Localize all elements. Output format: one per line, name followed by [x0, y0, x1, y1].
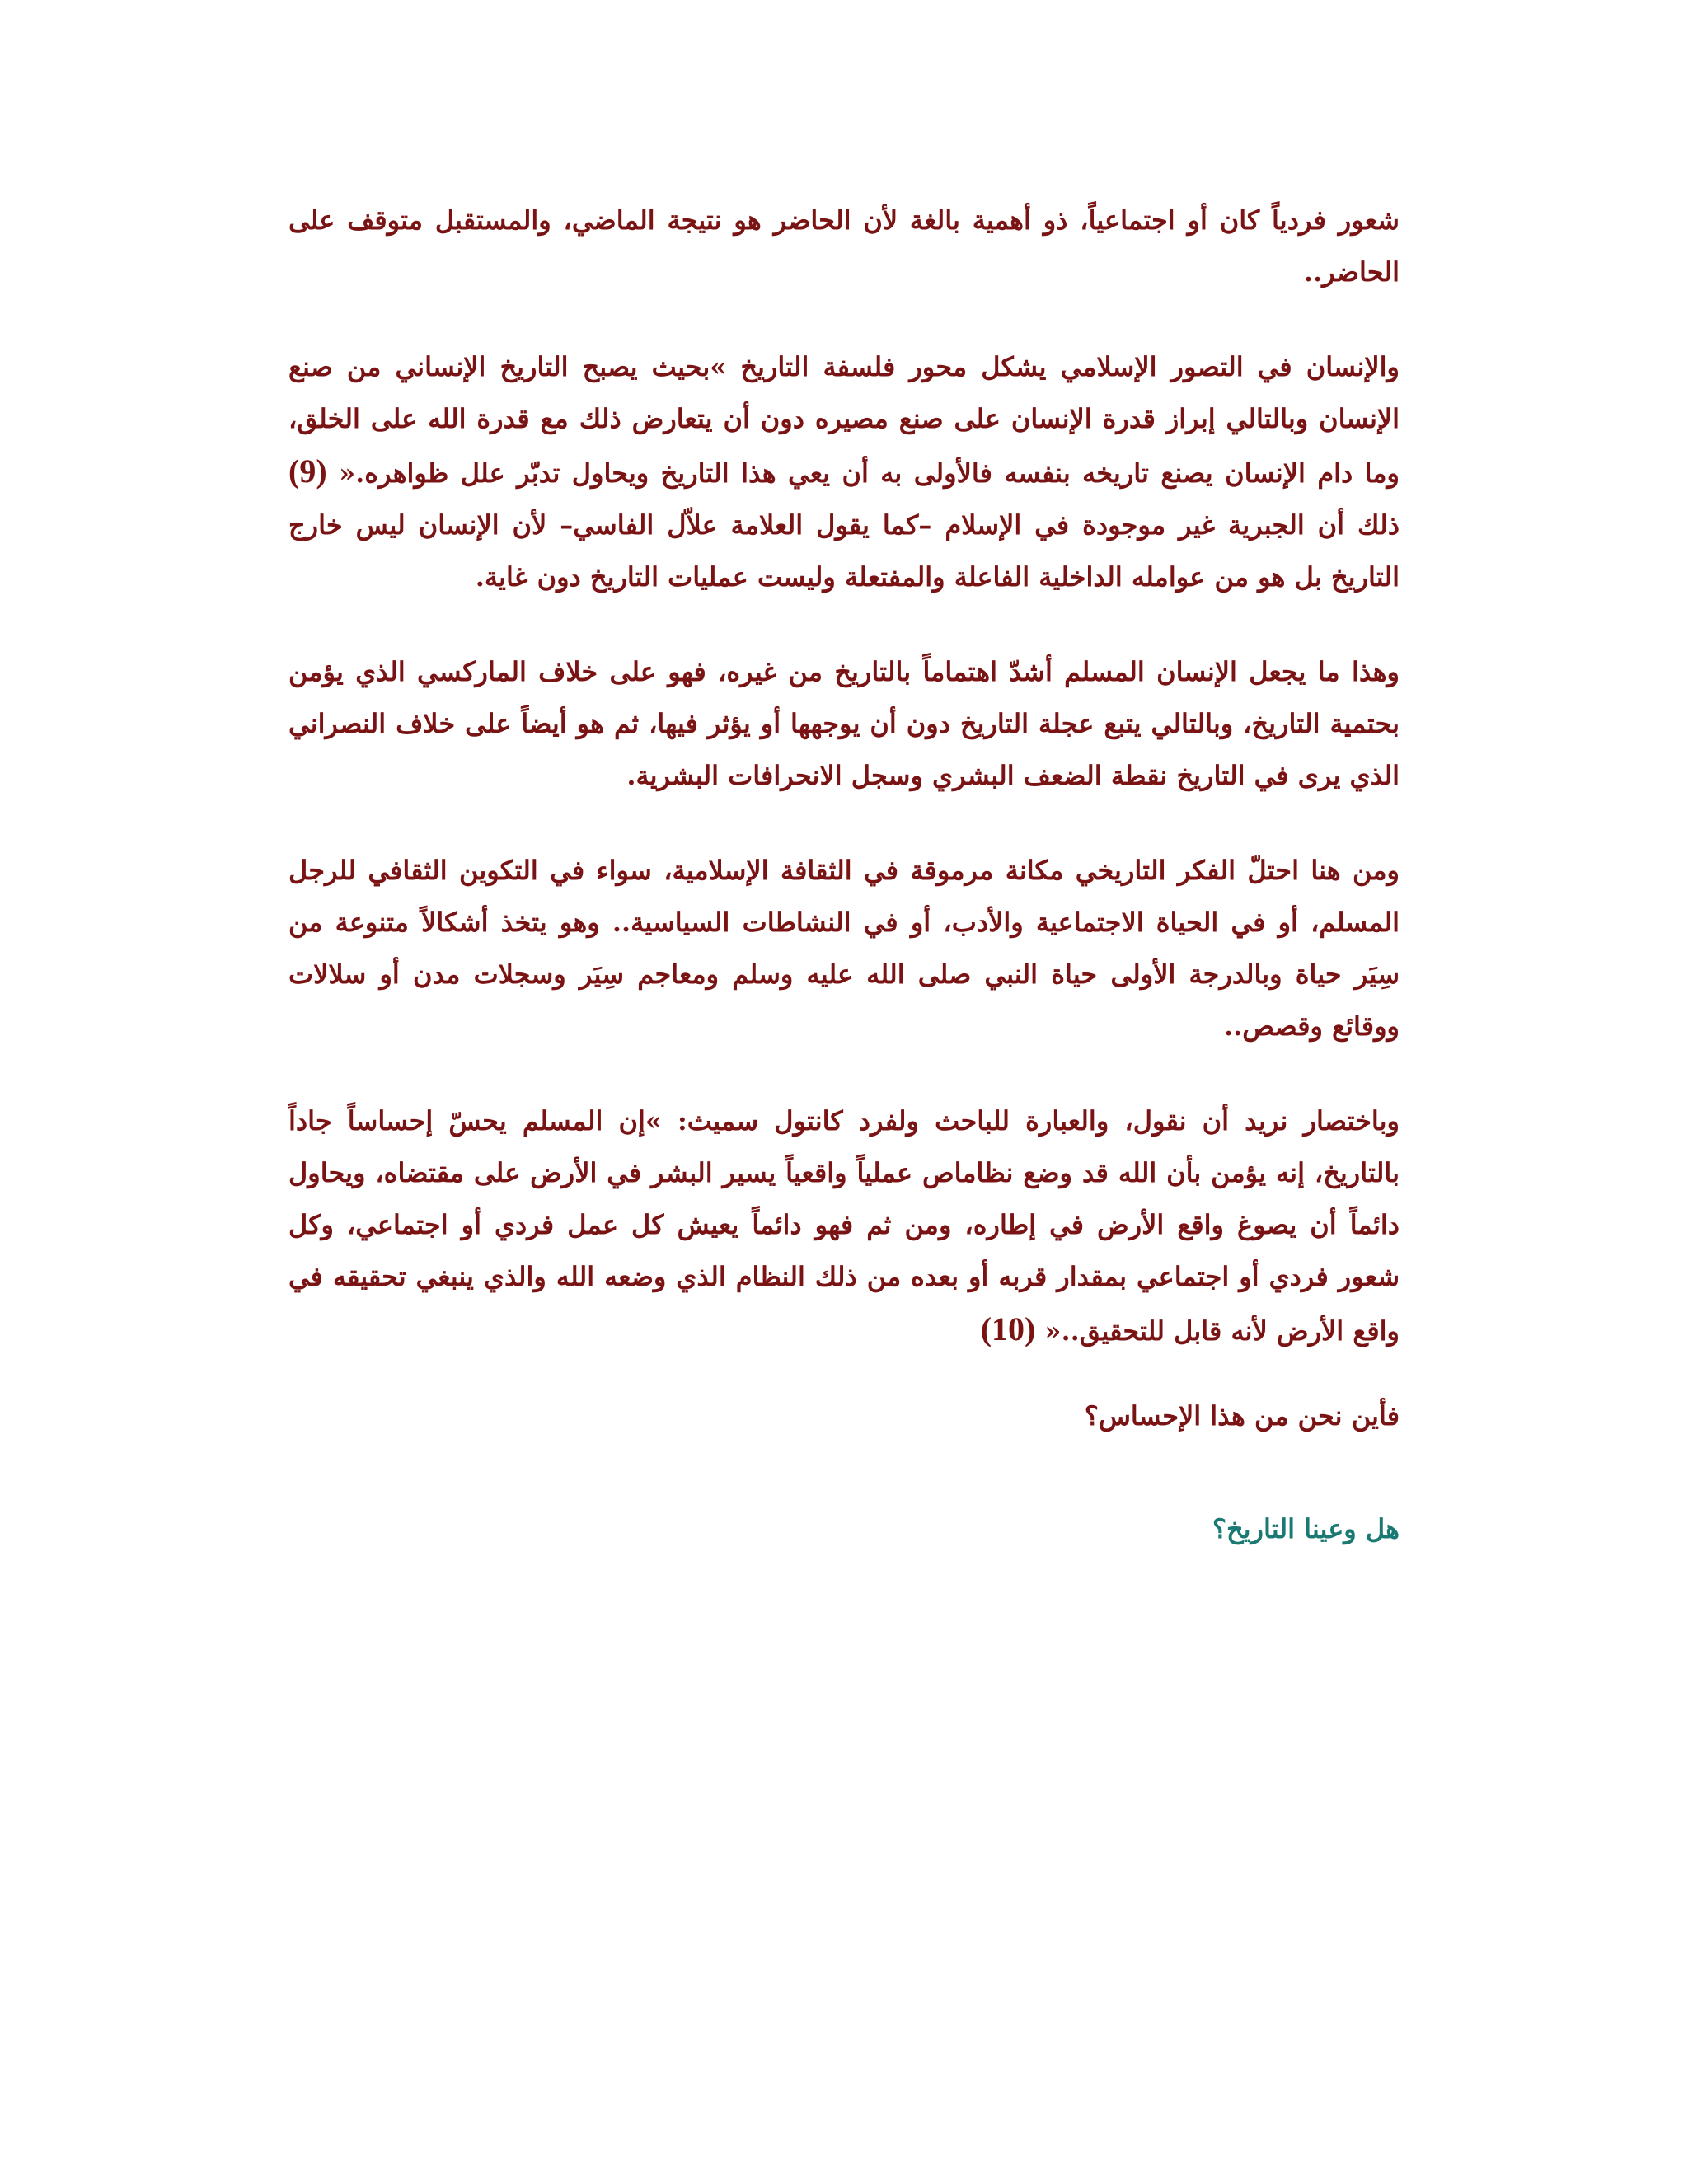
question-2-text: هل وعينا التاريخ؟	[1212, 1513, 1400, 1544]
paragraph-2	[288, 341, 1400, 603]
paragraph-3-text: وهذا ما يجعل الإنسان المسلم أشدّ اهتماماً بالتاريخ من غيره، فهو على خلاف الماركسي الذي يؤمن بحتمية التاريخ، وبالتالي يتبع عجلة التاريخ دون أن يوجهها أو يؤثر فيها، ثم هو أيضاً على خلاف النصراني الذي يرى في التاريخ نقطة الضعف البشري وسجل الانحرافات البشرية.	[288, 656, 1400, 791]
paragraph-3	[288, 646, 1400, 802]
paragraph-5-text: وباختصار نريد أن نقول، والعبارة للباحث ولفرد كانتول سميث: »إن المسلم يحسّ إحساساً جاداً بالتاريخ، إنه يؤمن بأن الله قد وضع نظاماص عملياً واقعياً يسير البشر في الأرض على مقتضاه، ويحاول دائماً أن يصوغ واقع الأرض في إطاره، ومن ثم فهو دائماً يعيش كل عمل فردي أو اجتماعي، وكل شعور فردي أو اجتماعي بمقدار قربه أو بعده من ذلك النظام الذي وضعه الله والذي ينبغي تحقيقه في واقع الأرض لأنه قابل للتحقيق..«	[288, 1105, 1400, 1347]
question-1	[288, 1390, 1400, 1442]
footnote-ref-9: (9)	[288, 452, 327, 490]
paragraph-4	[288, 845, 1400, 1052]
footnote-ref-10: (10)	[980, 1310, 1036, 1347]
paragraph-5	[288, 1095, 1400, 1357]
question-1-text: فأين نحن من هذا الإحساس؟	[1084, 1400, 1400, 1432]
paragraph-4-text: ومن هنا احتلّ الفكر التاريخي مكانة مرموقة في الثقافة الإسلامية، سواء في التكوين الثقافي للرجل المسلم، أو في الحياة الاجتماعية والأدب، أو في النشاطات السياسية.. وهو يتخذ أشكالاً متنوعة من سِيَر حياة وبالدرجة الأولى حياة النبي صلى الله عليه وسلم ومعاجم سِيَر وسجلات مدن أو سلالات ووقائع وقصص..	[288, 855, 1400, 1042]
paragraph-1-text: شعور فردياً كان أو اجتماعياً، ذو أهمية بالغة لأن الحاضر هو نتيجة الماضي، والمستقبل متوقف على الحاضر..	[288, 204, 1400, 288]
paragraph-2-text-after: ذلك أن الجبرية غير موجودة في الإسلام –كما يقول العلامة علاّل الفاسي– لأن الإنسان ليس خارج التاريخ بل هو من عوامله الداخلية الفاعلة والمفتعلة وليست عمليات التاريخ دون غاية.	[288, 509, 1400, 593]
paragraph-2-text-before: والإنسان في التصور الإسلامي يشكل محور فلسفة التاريخ »بحيث يصبح التاريخ الإنساني من صنع الإنسان وبالتالي إبراز قدرة الإنسان على صنع مصيره دون أن يتعارض ذلك مع قدرة الله على الخلق، وما دام الإنسان يصنع تاريخه بنفسه فالأولى به أن يعي هذا التاريخ ويحاول تدبّر علل ظواهره.«	[288, 351, 1400, 489]
paragraph-1	[288, 194, 1400, 298]
question-2	[288, 1503, 1400, 1555]
